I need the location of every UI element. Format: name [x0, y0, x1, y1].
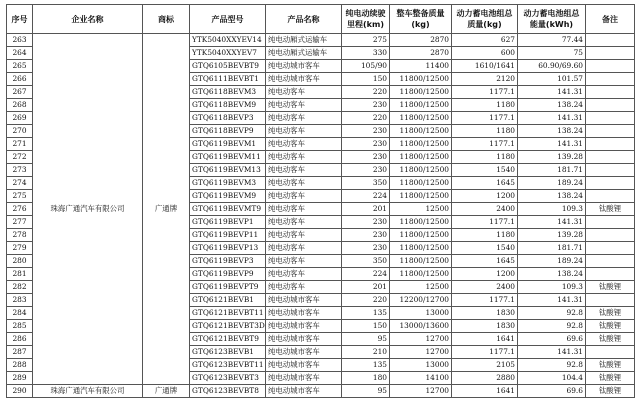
cell-battery-mass: 1180: [452, 229, 518, 242]
cell-seq: 285: [7, 320, 33, 333]
cell-name: 纯电动客车: [266, 112, 342, 125]
cell-battery-mass: 627: [452, 34, 518, 47]
cell-mass: 2870: [390, 47, 452, 60]
header-brand: 商标: [143, 5, 190, 34]
cell-battery-energy: 141.31: [518, 294, 586, 307]
cell-mass: 11800/12500: [390, 125, 452, 138]
cell-battery-mass: 1540: [452, 242, 518, 255]
cell-battery-energy: 138.24: [518, 99, 586, 112]
cell-note: [586, 216, 635, 229]
cell-battery-mass: 1177.1: [452, 216, 518, 229]
cell-model: GTQ6119BEVP9: [190, 268, 266, 281]
cell-battery-energy: 101.57: [518, 73, 586, 86]
cell-note: 钛酸锂: [586, 320, 635, 333]
cell-seq: 266: [7, 73, 33, 86]
cell-mass: 13000: [390, 307, 452, 320]
cell-battery-mass: 1540: [452, 164, 518, 177]
cell-note: [586, 151, 635, 164]
cell-model: GTQ6105BEVBT9: [190, 60, 266, 73]
cell-battery-energy: 69.6: [518, 385, 586, 398]
cell-note: [586, 86, 635, 99]
cell-battery-energy: 109.3: [518, 203, 586, 216]
cell-seq: 268: [7, 99, 33, 112]
vehicle-catalog-table: [6, 4, 635, 398]
cell-range: 150: [342, 73, 390, 86]
cell-mass: 11800/12500: [390, 73, 452, 86]
cell-note: [586, 268, 635, 281]
cell-name: 纯电动客车: [266, 151, 342, 164]
cell-battery-mass: 1200: [452, 190, 518, 203]
cell-name: 纯电动城市客车: [266, 346, 342, 359]
cell-model: YTK5040XXYEV7: [190, 47, 266, 60]
table-row: [7, 34, 635, 47]
cell-battery-energy: 139.28: [518, 151, 586, 164]
cell-range: 230: [342, 99, 390, 112]
table-body: [7, 34, 635, 398]
cell-battery-energy: 138.24: [518, 190, 586, 203]
cell-note: [586, 242, 635, 255]
cell-battery-mass: 1177.1: [452, 112, 518, 125]
cell-name: 纯电动客车: [266, 125, 342, 138]
cell-note: [586, 73, 635, 86]
cell-battery-energy: 141.31: [518, 86, 586, 99]
cell-battery-energy: 92.8: [518, 320, 586, 333]
cell-name: 纯电动城市客车: [266, 320, 342, 333]
cell-battery-mass: 1641: [452, 385, 518, 398]
cell-battery-mass: 1177.1: [452, 138, 518, 151]
cell-note: [586, 47, 635, 60]
cell-battery-mass: 1645: [452, 255, 518, 268]
cell-model: GTQ6119BEVP11: [190, 229, 266, 242]
cell-model: GTQ6121BEVBT9: [190, 333, 266, 346]
cell-name: 纯电动城市客车: [266, 307, 342, 320]
cell-mass: 11800/12500: [390, 164, 452, 177]
cell-seq: 277: [7, 216, 33, 229]
cell-seq: 287: [7, 346, 33, 359]
cell-battery-energy: 141.31: [518, 216, 586, 229]
cell-mass: 11800/12500: [390, 177, 452, 190]
cell-note: [586, 177, 635, 190]
cell-mass: 11800/12500: [390, 216, 452, 229]
cell-mass: 12700: [390, 333, 452, 346]
cell-name: 纯电动客车: [266, 203, 342, 216]
cell-battery-mass: 1180: [452, 151, 518, 164]
cell-mass: 12700: [390, 385, 452, 398]
cell-range: 350: [342, 255, 390, 268]
cell-model: GTQ6119BEVPT9: [190, 281, 266, 294]
cell-seq: 267: [7, 86, 33, 99]
cell-name: 纯电动城市客车: [266, 359, 342, 372]
cell-mass: 11800/12500: [390, 268, 452, 281]
cell-seq: 263: [7, 34, 33, 47]
cell-note: 钛酸锂: [586, 372, 635, 385]
header-mass: 整车整备质量(kg): [390, 5, 452, 34]
cell-battery-mass: 2400: [452, 281, 518, 294]
cell-range: 230: [342, 138, 390, 151]
cell-range: 105/90: [342, 60, 390, 73]
cell-name: 纯电动城市客车: [266, 333, 342, 346]
cell-mass: 11800/12500: [390, 138, 452, 151]
cell-model: GTQ6119BEVP13: [190, 242, 266, 255]
cell-seq: 264: [7, 47, 33, 60]
header-company: 企业名称: [33, 5, 143, 34]
cell-name: 纯电动客车: [266, 86, 342, 99]
cell-battery-mass: 1180: [452, 99, 518, 112]
cell-battery-mass: 1645: [452, 177, 518, 190]
cell-name: 纯电动客车: [266, 99, 342, 112]
cell-range: 230: [342, 151, 390, 164]
cell-model: GTQ6119BEVP3: [190, 255, 266, 268]
cell-seq: 274: [7, 177, 33, 190]
cell-range: 201: [342, 203, 390, 216]
cell-seq: 289: [7, 372, 33, 385]
cell-model: GTQ6118BEVM3: [190, 86, 266, 99]
cell-battery-mass: 600: [452, 47, 518, 60]
cell-range: 230: [342, 229, 390, 242]
cell-mass: 11800/12500: [390, 190, 452, 203]
cell-model: GTQ6119BEVM9: [190, 190, 266, 203]
cell-note: [586, 164, 635, 177]
cell-name: 纯电动客车: [266, 190, 342, 203]
cell-battery-energy: 75: [518, 47, 586, 60]
header-name: 产品名称: [266, 5, 342, 34]
cell-battery-energy: 139.28: [518, 229, 586, 242]
cell-battery-energy: 69.6: [518, 333, 586, 346]
cell-range: 180: [342, 372, 390, 385]
cell-note: 钛酸锂: [586, 307, 635, 320]
cell-seq: 281: [7, 268, 33, 281]
cell-range: 150: [342, 320, 390, 333]
cell-battery-mass: 2120: [452, 73, 518, 86]
cell-battery-mass: 1177.1: [452, 346, 518, 359]
cell-battery-energy: 189.24: [518, 177, 586, 190]
cell-name: 纯电动客车: [266, 229, 342, 242]
cell-mass: 14100: [390, 372, 452, 385]
cell-note: 钛酸锂: [586, 281, 635, 294]
cell-note: [586, 190, 635, 203]
cell-battery-energy: 141.31: [518, 346, 586, 359]
cell-mass: 11800/12500: [390, 151, 452, 164]
cell-name: 纯电动城市客车: [266, 60, 342, 73]
cell-battery-mass: 2400: [452, 203, 518, 216]
cell-note: [586, 99, 635, 112]
cell-model: GTQ6118BEVM9: [190, 99, 266, 112]
cell-seq: 279: [7, 242, 33, 255]
header-battery-energy: 动力蓄电池组总能量(kWh): [518, 5, 586, 34]
table-header-row: [7, 5, 635, 34]
cell-name: 纯电动客车: [266, 242, 342, 255]
cell-battery-energy: 109.3: [518, 281, 586, 294]
cell-mass: 12700: [390, 346, 452, 359]
cell-range: 135: [342, 307, 390, 320]
cell-model: GTQ6123BEVB1: [190, 346, 266, 359]
cell-seq: 265: [7, 60, 33, 73]
cell-name: 纯电动客车: [266, 177, 342, 190]
cell-range: 135: [342, 359, 390, 372]
cell-mass: 11800/12500: [390, 86, 452, 99]
cell-range: 350: [342, 177, 390, 190]
cell-model: GTQ6111BEVBT1: [190, 73, 266, 86]
cell-seq: 286: [7, 333, 33, 346]
cell-battery-mass: 1830: [452, 320, 518, 333]
cell-battery-mass: 1177.1: [452, 294, 518, 307]
cell-name: 纯电动城市客车: [266, 294, 342, 307]
cell-model: GTQ6119BEVM13: [190, 164, 266, 177]
cell-model: GTQ6119BEVM3: [190, 177, 266, 190]
cell-range: 210: [342, 346, 390, 359]
cell-range: 95: [342, 333, 390, 346]
cell-battery-energy: 92.8: [518, 359, 586, 372]
cell-battery-energy: 60.90/69.60: [518, 60, 586, 73]
cell-model: YTK5040XXYEV14: [190, 34, 266, 47]
cell-model: GTQ6119BEVMT9: [190, 203, 266, 216]
cell-range: 220: [342, 294, 390, 307]
cell-range: 95: [342, 385, 390, 398]
cell-model: GTQ6123BEVBT3: [190, 372, 266, 385]
cell-model: GTQ6118BEVP9: [190, 125, 266, 138]
cell-mass: 12200/12700: [390, 294, 452, 307]
cell-note: [586, 294, 635, 307]
cell-seq: 272: [7, 151, 33, 164]
cell-range: 230: [342, 164, 390, 177]
cell-note: [586, 346, 635, 359]
cell-model: GTQ6119BEVM1: [190, 138, 266, 151]
cell-battery-mass: 1180: [452, 125, 518, 138]
cell-seq: 280: [7, 255, 33, 268]
cell-name: 纯电动城市客车: [266, 385, 342, 398]
cell-seq: 278: [7, 229, 33, 242]
cell-battery-energy: 77.44: [518, 34, 586, 47]
cell-mass: 11400: [390, 60, 452, 73]
company-cell: 珠海广通汽车有限公司: [33, 385, 143, 398]
cell-range: 230: [342, 125, 390, 138]
cell-model: GTQ6119BEVM11: [190, 151, 266, 164]
cell-seq: 283: [7, 294, 33, 307]
cell-battery-mass: 1200: [452, 268, 518, 281]
cell-battery-mass: 1830: [452, 307, 518, 320]
cell-mass: 11800/12500: [390, 112, 452, 125]
cell-seq: 271: [7, 138, 33, 151]
cell-seq: 288: [7, 359, 33, 372]
cell-name: 纯电动客车: [266, 281, 342, 294]
cell-battery-mass: 1641: [452, 333, 518, 346]
cell-battery-energy: 141.31: [518, 138, 586, 151]
cell-range: 230: [342, 242, 390, 255]
cell-name: 纯电动城市客车: [266, 372, 342, 385]
cell-name: 纯电动客车: [266, 138, 342, 151]
cell-seq: 290: [7, 385, 33, 398]
cell-range: 275: [342, 34, 390, 47]
cell-battery-energy: 92.8: [518, 307, 586, 320]
company-cell: 珠海广通汽车有限公司: [33, 34, 143, 385]
cell-name: 纯电动客车: [266, 255, 342, 268]
cell-name: 纯电动客车: [266, 164, 342, 177]
cell-battery-energy: 141.31: [518, 112, 586, 125]
cell-model: GTQ6121BEVBT3D: [190, 320, 266, 333]
header-range: 纯电动续驶里程(km): [342, 5, 390, 34]
header-battery-mass: 动力蓄电池组总质量(kg): [452, 5, 518, 34]
cell-battery-energy: 138.24: [518, 125, 586, 138]
brand-cell: 广通牌: [143, 385, 190, 398]
cell-seq: 273: [7, 164, 33, 177]
cell-seq: 282: [7, 281, 33, 294]
cell-battery-energy: 138.24: [518, 268, 586, 281]
cell-note: 钛酸锂: [586, 203, 635, 216]
cell-battery-mass: 1610/1641: [452, 60, 518, 73]
cell-seq: 276: [7, 203, 33, 216]
cell-range: 201: [342, 281, 390, 294]
cell-note: [586, 255, 635, 268]
cell-mass: 13000: [390, 359, 452, 372]
cell-battery-energy: 189.24: [518, 255, 586, 268]
cell-mass: 11800/12500: [390, 242, 452, 255]
cell-battery-energy: 104.4: [518, 372, 586, 385]
cell-note: [586, 138, 635, 151]
cell-note: 钛酸锂: [586, 333, 635, 346]
cell-note: [586, 112, 635, 125]
cell-note: 钛酸锂: [586, 385, 635, 398]
header-model: 产品型号: [190, 5, 266, 34]
cell-range: 230: [342, 216, 390, 229]
cell-range: 224: [342, 268, 390, 281]
cell-battery-energy: 181.71: [518, 242, 586, 255]
table-row: [7, 385, 635, 398]
cell-range: 220: [342, 86, 390, 99]
cell-name: 纯电动厢式运输车: [266, 34, 342, 47]
cell-range: 224: [342, 190, 390, 203]
cell-battery-mass: 2880: [452, 372, 518, 385]
cell-mass: 11800/12500: [390, 99, 452, 112]
cell-name: 纯电动客车: [266, 268, 342, 281]
cell-mass: 2870: [390, 34, 452, 47]
cell-range: 220: [342, 112, 390, 125]
cell-model: GTQ6121BEVBT11: [190, 307, 266, 320]
cell-mass: 11800/12500: [390, 255, 452, 268]
cell-note: 钛酸锂: [586, 359, 635, 372]
cell-mass: 11800/12500: [390, 229, 452, 242]
cell-note: [586, 125, 635, 138]
cell-model: GTQ6123BEVBT8: [190, 385, 266, 398]
cell-name: 纯电动客车: [266, 216, 342, 229]
cell-model: GTQ6118BEVP3: [190, 112, 266, 125]
cell-mass: 12500: [390, 281, 452, 294]
cell-name: 纯电动城市客车: [266, 73, 342, 86]
cell-model: GTQ6123BEVBT11: [190, 359, 266, 372]
cell-model: GTQ6119BEVP1: [190, 216, 266, 229]
cell-battery-mass: 2105: [452, 359, 518, 372]
brand-cell: 广通牌: [143, 34, 190, 385]
cell-seq: 284: [7, 307, 33, 320]
cell-seq: 275: [7, 190, 33, 203]
cell-battery-energy: 181.71: [518, 164, 586, 177]
header-note: 备注: [586, 5, 635, 34]
cell-name: 纯电动厢式运输车: [266, 47, 342, 60]
cell-note: [586, 229, 635, 242]
cell-seq: 269: [7, 112, 33, 125]
header-seq: 序号: [7, 5, 33, 34]
cell-seq: 270: [7, 125, 33, 138]
cell-note: [586, 34, 635, 47]
cell-mass: 13000/13600: [390, 320, 452, 333]
cell-model: GTQ6121BEVB1: [190, 294, 266, 307]
cell-battery-mass: 1177.1: [452, 86, 518, 99]
cell-mass: 12500: [390, 203, 452, 216]
cell-note: [586, 60, 635, 73]
cell-range: 330: [342, 47, 390, 60]
